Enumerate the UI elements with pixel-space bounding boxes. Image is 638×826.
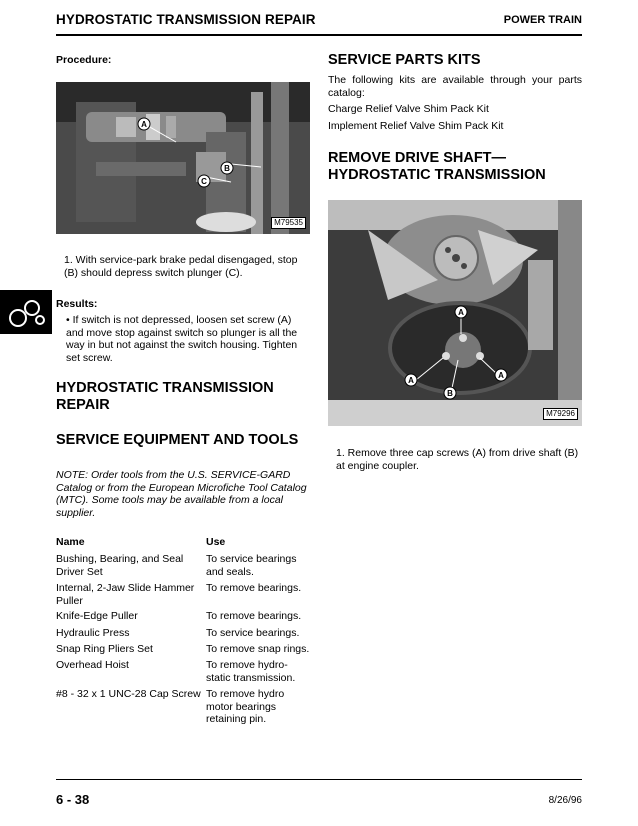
page-header-title: HYDROSTATIC TRANSMISSION REPAIR [56, 12, 316, 27]
table-cell-use: To remove bearings. [206, 610, 302, 622]
table-cell-name: Overhead Hoist [56, 659, 129, 671]
callout-a-right: A [498, 371, 504, 380]
table-cell-name: Bushing, Bearing, and Seal Driver Set [56, 553, 184, 578]
callout-b: B [224, 164, 230, 173]
table-header-use: Use [206, 536, 226, 548]
drive-shaft-step-1: 1. Remove three cap screws (A) from drive shaft (B) at engine coupler. [336, 447, 579, 472]
figure-drive-shaft-photo [328, 200, 582, 426]
kits-intro: The following kits are available through your parts catalog: [328, 74, 582, 99]
callout-c: C [201, 177, 207, 186]
procedure-label: Procedure: [56, 54, 112, 66]
table-cell-use: To remove snap rings. [206, 643, 310, 655]
figure-switch-photo [56, 82, 310, 234]
figure-tag: M79535 [271, 217, 306, 229]
heading-hydrostatic-repair: HYDROSTATIC TRANSMISSION REPAIR [56, 380, 274, 413]
figure-tag: M79296 [543, 408, 578, 420]
table-header-name: Name [56, 536, 85, 548]
kit-item-2: Implement Relief Valve Shim Pack Kit [328, 120, 504, 132]
table-cell-use: To remove hydro motor bearings retaining pin. [206, 688, 285, 725]
callout-a-top: A [458, 308, 464, 317]
table-cell-use: To remove hydro-static transmission. [206, 659, 296, 684]
table-cell-use: To remove bearings. [206, 582, 302, 594]
tools-note: NOTE: Order tools from the U.S. SERVICE-GARD Catalog or from the European Microfiche Tool Catalog (MTC). Some tools may be available from a local supplier. [56, 469, 307, 519]
table-cell-name: #8 - 32 x 1 UNC-28 Cap Screw [56, 688, 201, 700]
results-bullet: • If switch is not depressed, loosen set screw (A) and move stop against switch so plunger is all the way in but not against the switch housing. Tighten set screw. [66, 314, 298, 364]
kit-item-1: Charge Relief Valve Shim Pack Kit [328, 103, 489, 115]
table-cell-name: Internal, 2-Jaw Slide Hammer Puller [56, 582, 195, 607]
page-header-section: POWER TRAIN [503, 14, 582, 26]
table-cell-use: To service bearings and seals. [206, 553, 297, 578]
heading-remove-drive-shaft: REMOVE DRIVE SHAFT— HYDROSTATIC TRANSMISSION [328, 150, 546, 183]
table-cell-name: Hydraulic Press [56, 627, 130, 639]
callout-a: A [141, 120, 147, 129]
table-cell-name: Knife-Edge Puller [56, 610, 138, 622]
revision-date: 8/26/96 [548, 795, 582, 806]
heading-service-tools: SERVICE EQUIPMENT AND TOOLS [56, 432, 299, 448]
footer-rule [56, 779, 582, 780]
callout-b: B [447, 389, 453, 398]
table-cell-use: To service bearings. [206, 627, 300, 639]
header-rule [56, 34, 582, 36]
heading-service-parts-kits: SERVICE PARTS KITS [328, 52, 481, 68]
results-label: Results: [56, 298, 98, 310]
table-cell-name: Snap Ring Pliers Set [56, 643, 153, 655]
page-number: 6 - 38 [56, 792, 90, 807]
procedure-step-1: 1. With service-park brake pedal disengaged, stop (B) should depress switch plunger (C). [64, 254, 298, 279]
callout-a-left: A [408, 376, 414, 385]
power-train-tab-icon [0, 290, 52, 334]
